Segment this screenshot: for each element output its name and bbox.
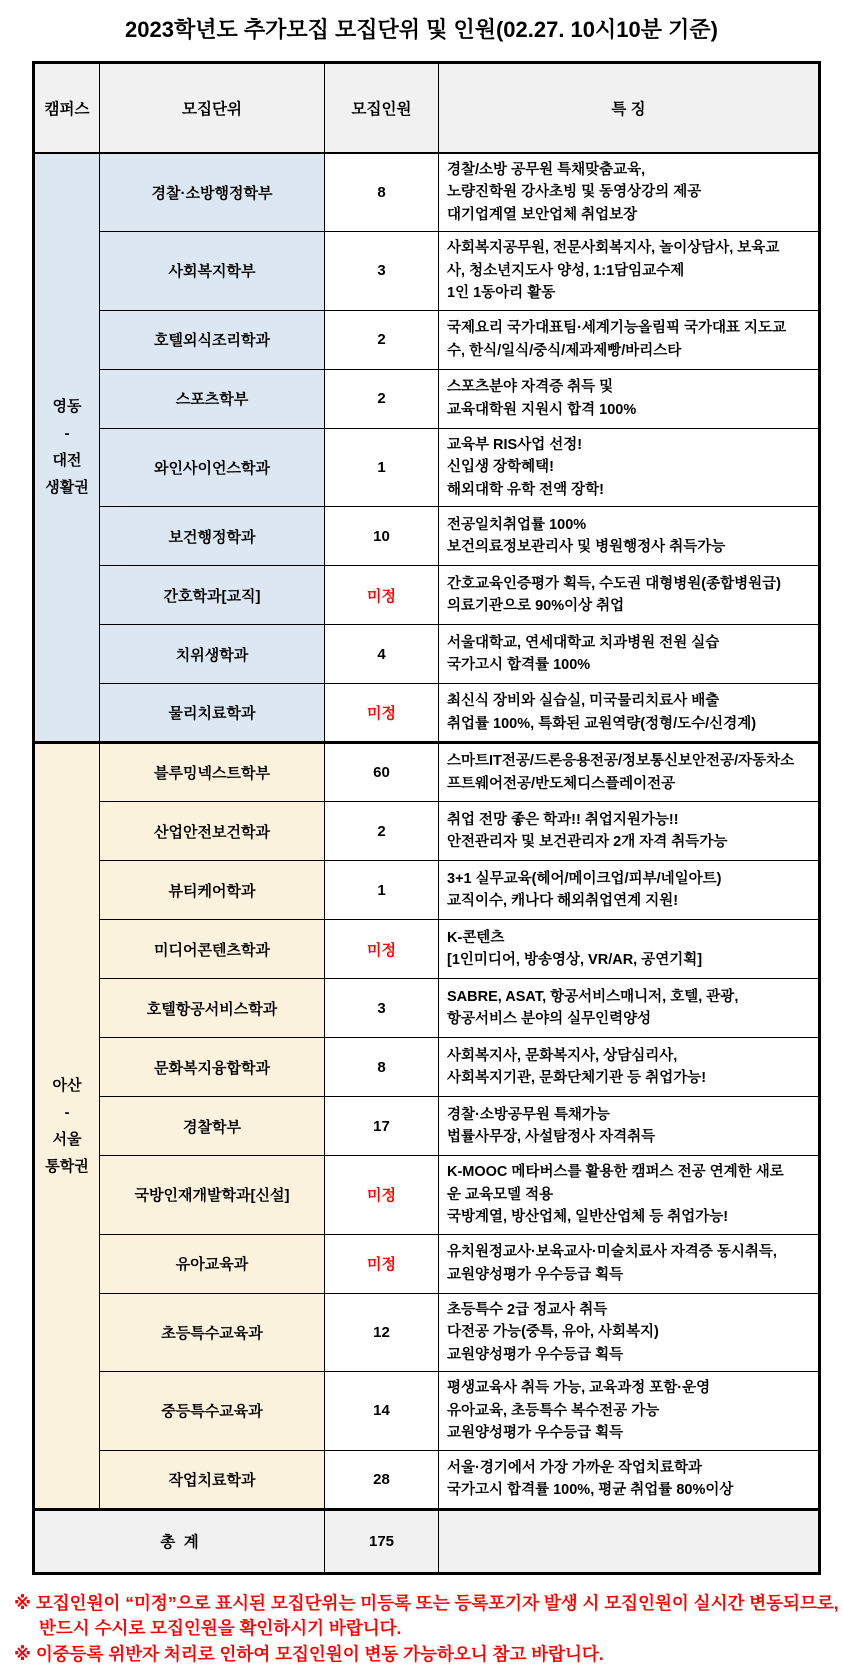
unit-name: 와인사이언스학과 [100,428,325,507]
table-row [34,802,820,861]
table-row [34,566,820,625]
features-cell [439,507,820,566]
table-row [34,861,820,920]
feature-line: [1인미디어, 방송영상, VR/AR, 공연기획] [447,949,810,972]
table-row [34,428,820,507]
features-cell [439,802,820,861]
total-quota: 175 [325,1509,439,1573]
table-row [34,1097,820,1156]
quota-value: 4 [325,625,439,684]
feature-line: 유치원정교사·보육교사·미술치료사 자격증 동시취득, [447,1241,810,1264]
campus-line: - [35,420,99,447]
feature-line: 교육대학원 지원시 합격 100% [447,399,810,422]
campus-line: 영동 [35,393,99,420]
unit-name: 스포츠학부 [100,369,325,428]
quota-value-undecided: 미정 [325,566,439,625]
table-row [34,1038,820,1097]
unit-name: 사회복지학부 [100,232,325,311]
feature-line: 경찰·소방공무원 특채가능 [447,1104,810,1127]
feature-line: 교원양성평가 우수등급 획득 [447,1422,810,1445]
feature-line: 국가고시 합격률 100%, 평균 취업률 80%이상 [447,1479,810,1502]
page [0,13,843,1667]
feature-line: 스포츠분야 자격증 취득 및 [447,376,810,399]
table-body [34,153,820,1510]
unit-name: 치위생학과 [100,625,325,684]
feature-line: 서울대학교, 연세대학교 치과병원 전원 실습 [447,632,810,655]
table-footer [34,1509,820,1573]
quota-value: 1 [325,428,439,507]
feature-line: 노량진학원 강사초빙 및 동영상강의 제공 [447,181,810,204]
feature-line: 교원양성평가 우수등급 획득 [447,1264,810,1287]
feature-line: 국가고시 합격률 100% [447,654,810,677]
header-features: 특 징 [439,63,820,153]
unit-name: 문화복지융합학과 [100,1038,325,1097]
unit-name: 국방인재개발학과[신설] [100,1156,325,1235]
features-cell [439,684,820,743]
quota-value: 60 [325,743,439,802]
feature-line: 사회복지공무원, 전문사회복지사, 놀이상담사, 보육교 [447,237,810,260]
feature-line: K-콘텐츠 [447,927,810,950]
feature-line: 안전관리자 및 보건관리자 2개 자격 취득가능 [447,831,810,854]
feature-line: 신입생 장학혜택! [447,456,810,479]
features-cell [439,428,820,507]
feature-line: 전공일치취업률 100% [447,514,810,537]
quota-value: 28 [325,1450,439,1509]
note-line: ※ 이중등록 위반자 처리로 인하여 모집인원이 변동 가능하오니 참고 바랍니다. [14,1642,843,1667]
features-cell [439,566,820,625]
unit-name: 경찰학부 [100,1097,325,1156]
feature-line: 보건의료정보관리사 및 병원행정사 취득가능 [447,536,810,559]
campus-line: 생활권 [35,474,99,501]
feature-line: 교직이수, 캐나다 해외취업연계 지원! [447,890,810,913]
feature-line: 스마트IT전공/드론응용전공/정보통신보안전공/자동차소 [447,750,810,773]
header-campus: 캠퍼스 [34,63,100,153]
unit-name: 블루밍넥스트학부 [100,743,325,802]
recruitment-table [32,61,821,1575]
feature-line: 경찰/소방 공무원 특채맞춤교육, [447,159,810,182]
table-row [34,1234,820,1293]
feature-line: 국방계열, 방산업체, 일반산업체 등 취업가능! [447,1206,810,1229]
unit-name: 경찰·소방행정학부 [100,153,325,232]
note-line: ※ 모집인원이 “미정”으로 표시된 모집단위는 미등록 또는 등록포기자 발생 시 모집인원이 실시간 변동되므로, [14,1591,843,1617]
unit-name: 중등특수교육과 [100,1372,325,1451]
feature-line: 간호교육인증평가 획득, 수도권 대형병원(종합병원급) [447,573,810,596]
feature-line: 항공서비스 분야의 실무인력양성 [447,1008,810,1031]
unit-name: 유아교육과 [100,1234,325,1293]
note-line: 반드시 수시로 모집인원을 확인하시기 바랍니다. [14,1616,843,1642]
features-cell [439,1038,820,1097]
quota-value: 3 [325,979,439,1038]
campus-line: 통학권 [35,1153,99,1180]
quota-value: 10 [325,507,439,566]
quota-value: 3 [325,232,439,311]
unit-name: 물리치료학과 [100,684,325,743]
campus-line: 서울 [35,1126,99,1153]
unit-name: 호텔외식조리학과 [100,310,325,369]
campus-cell [34,153,100,743]
feature-line: 서울·경기에서 가장 가까운 작업치료학과 [447,1457,810,1480]
table-row [34,743,820,802]
table-row [34,625,820,684]
quota-value: 12 [325,1293,439,1372]
quota-value-undecided: 미정 [325,1156,439,1235]
feature-line: 유아교육, 초등특수 복수전공 가능 [447,1400,810,1423]
quota-value: 14 [325,1372,439,1451]
unit-name: 보건행정학과 [100,507,325,566]
quota-value: 2 [325,802,439,861]
campus-line: 대전 [35,447,99,474]
table-row [34,507,820,566]
feature-line: 대기업계열 보안업체 취업보장 [447,204,810,227]
feature-line: SABRE, ASAT, 항공서비스매니저, 호텔, 관광, [447,986,810,1009]
features-cell [439,743,820,802]
table-row [34,684,820,743]
unit-name: 간호학과[교직] [100,566,325,625]
table-row [34,153,820,232]
features-cell [439,920,820,979]
feature-line: 취업 전망 좋은 학과!! 취업지원가능!! [447,809,810,832]
feature-line: 의료기관으로 90%이상 취업 [447,595,810,618]
table-row [34,1156,820,1235]
table-row [34,1450,820,1509]
feature-line: 법률사무장, 사설탐정사 자격취득 [447,1126,810,1149]
feature-line: 1인 1동아리 활동 [447,282,810,305]
unit-name: 작업치료학과 [100,1450,325,1509]
features-cell [439,153,820,232]
features-cell [439,1156,820,1235]
quota-value: 17 [325,1097,439,1156]
quota-value: 2 [325,369,439,428]
feature-line: 운 교육모델 적용 [447,1184,810,1207]
table-row [34,920,820,979]
header-quota: 모집인원 [325,63,439,153]
total-row [34,1509,820,1573]
quota-value: 2 [325,310,439,369]
table-row [34,1372,820,1451]
feature-line: K-MOOC 메타버스를 활용한 캠퍼스 전공 연계한 새로 [447,1161,810,1184]
quota-value: 8 [325,153,439,232]
notes [14,1591,843,1667]
feature-line: 사회복지사, 문화복지사, 상담심리사, [447,1045,810,1068]
features-cell [439,1293,820,1372]
campus-line: - [35,1099,99,1126]
features-cell [439,979,820,1038]
quota-value-undecided: 미정 [325,1234,439,1293]
feature-line: 교원양성평가 우수등급 획득 [447,1344,810,1367]
table-header-row [34,63,820,153]
features-cell [439,1097,820,1156]
features-cell [439,310,820,369]
campus-cell [34,743,100,1510]
quota-value: 8 [325,1038,439,1097]
features-cell [439,625,820,684]
features-cell [439,1372,820,1451]
feature-line: 평생교육사 취득 가능, 교육과정 포함·운영 [447,1377,810,1400]
feature-line: 수, 한식/일식/중식/제과제빵/바리스타 [447,340,810,363]
feature-line: 국제요리 국가대표팀·세계기능올림픽 국가대표 지도교 [447,317,810,340]
page-title: 2023학년도 추가모집 모집단위 및 인원(02.27. 10시10분 기준) [0,13,843,44]
table-row [34,310,820,369]
feature-line: 초등특수 2급 정교사 취득 [447,1299,810,1322]
total-features-empty [439,1509,820,1573]
quota-value: 1 [325,861,439,920]
feature-line: 프트웨어전공/반도체디스플레이전공 [447,773,810,796]
feature-line: 최신식 장비와 실습실, 미국물리치료사 배출 [447,690,810,713]
feature-line: 취업률 100%, 특화된 교원역량(정형/도수/신경계) [447,713,810,736]
quota-value-undecided: 미정 [325,920,439,979]
features-cell [439,1234,820,1293]
feature-line: 사, 청소년지도사 양성, 1:1담임교수제 [447,260,810,283]
feature-line: 사회복지기관, 문화단체기관 등 취업가능! [447,1067,810,1090]
features-cell [439,1450,820,1509]
table-header [34,63,820,153]
unit-name: 초등특수교육과 [100,1293,325,1372]
unit-name: 호텔항공서비스학과 [100,979,325,1038]
unit-name: 미디어콘텐츠학과 [100,920,325,979]
table-row [34,232,820,311]
header-unit: 모집단위 [100,63,325,153]
feature-line: 3+1 실무교육(헤어/메이크업/피부/네일아트) [447,868,810,891]
table-row [34,369,820,428]
table-row [34,1293,820,1372]
features-cell [439,861,820,920]
unit-name: 뷰티케어학과 [100,861,325,920]
total-label: 총 계 [34,1509,325,1573]
feature-line: 해외대학 유학 전액 장학! [447,479,810,502]
table-row [34,979,820,1038]
features-cell [439,232,820,311]
campus-line: 아산 [35,1072,99,1099]
quota-value-undecided: 미정 [325,684,439,743]
features-cell [439,369,820,428]
unit-name: 산업안전보건학과 [100,802,325,861]
feature-line: 교육부 RIS사업 선정! [447,434,810,457]
feature-line: 다전공 가능(중특, 유아, 사회복지) [447,1321,810,1344]
